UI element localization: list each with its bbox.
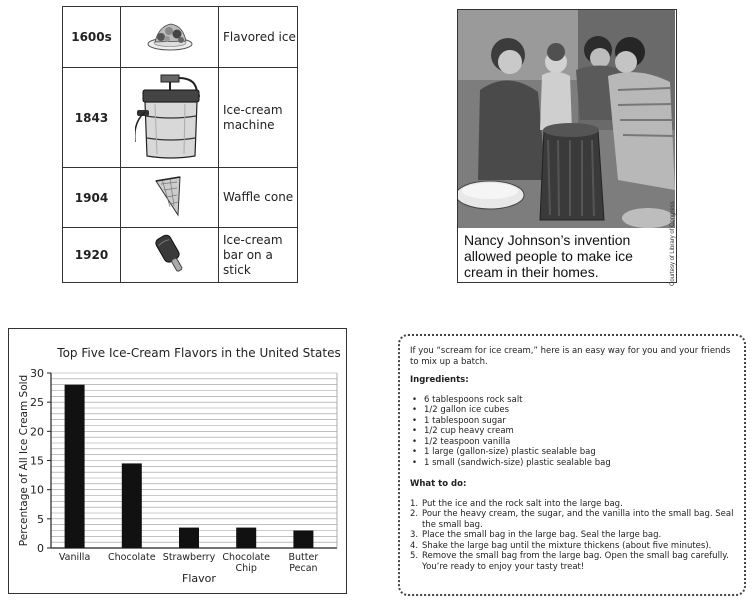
flavored-ice-icon	[145, 18, 195, 52]
ingredient-item: • 1/2 gallon ice cubes	[410, 405, 734, 416]
y-tick-label: 0	[37, 542, 44, 555]
timeline-row	[63, 68, 298, 168]
step-item: 3. Place the small bag in the large bag. Seal the large bag.	[410, 530, 662, 540]
bar-chocolate-chip	[236, 528, 256, 548]
x-tick-label: Chocolate	[108, 552, 156, 563]
timeline-year: 1600s	[63, 7, 121, 68]
bar-chocolate	[122, 463, 142, 548]
y-tick-label: 30	[30, 367, 44, 380]
ingredient-item: • 6 tablespoons rock salt	[410, 395, 734, 406]
timeline-year: 1920	[63, 228, 121, 283]
step-item: 5. Remove the small bag from the large bag. Open the small bag carefully. You’re ready to enjoy your tasty treat!	[410, 551, 729, 572]
step-item: 4. Shake the large bag until the mixture thickens (about five minutes).	[410, 540, 712, 551]
photo-credit: Courtesy of Library of Congress	[670, 201, 676, 286]
historical-photo	[458, 10, 675, 228]
flavor-chart	[8, 328, 347, 594]
x-tick-label: Vanilla	[58, 552, 91, 563]
ingredients-list	[410, 395, 734, 469]
bar-butter-pecan	[293, 531, 313, 549]
ingredients-heading: Ingredients:	[410, 375, 469, 385]
chart-title: Top Five Ice-Cream Flavors in the United States	[57, 346, 341, 360]
timeline-label: Ice-cream machine	[219, 68, 298, 168]
timeline-label: Flavored ice	[219, 7, 298, 68]
step-item: 2. Pour the heavy cream, the sugar, and the vanilla into the small bag. Seal the small bag.	[410, 509, 734, 530]
x-tick-label: Strawberry	[162, 552, 216, 563]
y-tick-label: 15	[30, 454, 44, 468]
steps-heading: What to do:	[410, 479, 467, 489]
flavor-bar-chart	[9, 329, 348, 595]
waffle-cone-icon	[150, 173, 190, 219]
ingredient-item: • 1 large (gallon-size) plastic sealable bag	[410, 447, 734, 458]
photo-caption: Nancy Johnson’s invention allowed people to make ice cream in their homes.	[464, 232, 633, 280]
timeline-row	[63, 228, 298, 283]
timeline-row	[63, 7, 298, 68]
timeline-label: Ice-cream bar on a stick	[219, 228, 298, 283]
ingredient-item: • 1/2 teaspoon vanilla	[410, 437, 734, 448]
ice-cream-bar-icon	[150, 231, 190, 275]
y-axis-label: Percentage of All Ice Cream Sold	[18, 374, 30, 547]
recipe-intro: If you “scream for ice cream,” here is an easy way for you and your friends to mix up a batch.	[410, 346, 731, 367]
step-item: 1. Put the ice and the rock salt into the large bag.	[410, 498, 623, 509]
timeline-label: Waffle cone	[219, 168, 298, 228]
bar-vanilla	[65, 385, 85, 548]
x-tick-label: Chocolate Chip	[222, 552, 270, 574]
ice-cream-timeline-table	[62, 6, 298, 283]
timeline-year: 1843	[63, 68, 121, 168]
historical-photo-box	[457, 9, 677, 283]
y-tick-label: 10	[30, 483, 44, 497]
x-axis-label: Flavor	[182, 572, 216, 585]
ice-cream-machine-icon	[135, 72, 205, 160]
y-tick-label: 20	[30, 425, 44, 439]
x-tick-label: Butter Pecan	[288, 552, 319, 574]
recipe-box	[398, 334, 746, 596]
timeline-row	[63, 168, 298, 228]
ingredient-item: • 1 tablespoon sugar	[410, 416, 734, 427]
ingredient-item: • 1/2 cup heavy cream	[410, 426, 734, 437]
y-tick-label: 5	[37, 512, 44, 526]
ingredient-item: • 1 small (sandwich-size) plastic sealable bag	[410, 458, 734, 469]
timeline-year: 1904	[63, 168, 121, 228]
bar-strawberry	[179, 528, 199, 548]
y-tick-label: 25	[30, 396, 44, 410]
steps-list	[410, 499, 734, 573]
